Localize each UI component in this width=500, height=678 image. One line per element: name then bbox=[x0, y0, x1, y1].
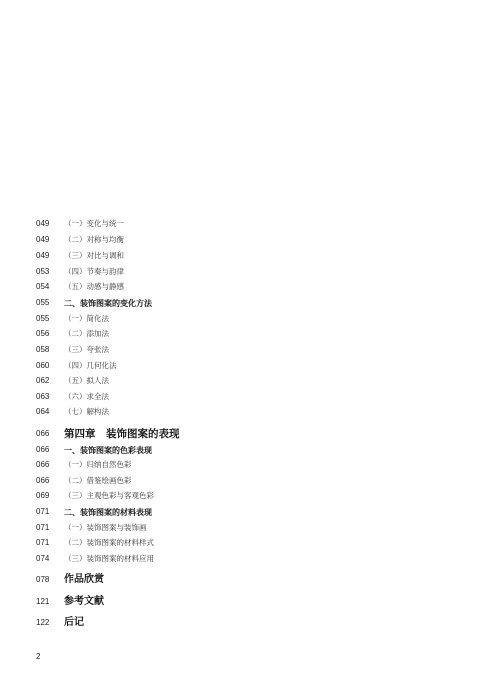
toc-entry bbox=[0, 358, 500, 374]
toc-section-entry bbox=[0, 295, 500, 311]
toc-page-number: 071 bbox=[36, 523, 50, 532]
page-number: 2 bbox=[36, 652, 41, 661]
toc-title: （二）添加法 bbox=[64, 329, 109, 338]
toc-backmatter-title: 作品欣赏 bbox=[64, 574, 104, 585]
toc-backmatter-title: 参考文献 bbox=[64, 596, 104, 607]
toc-page-number: 066 bbox=[36, 476, 50, 485]
toc-entry bbox=[0, 279, 500, 295]
toc-page-number: 060 bbox=[36, 361, 50, 370]
toc-title: （四）节奏与韵律 bbox=[64, 267, 124, 276]
toc-page-number: 066 bbox=[36, 460, 50, 469]
toc-section-entry bbox=[0, 504, 500, 520]
toc-page-number: 074 bbox=[36, 554, 50, 563]
toc-title: （一）简化法 bbox=[64, 314, 109, 323]
toc-page-number: 121 bbox=[36, 597, 50, 606]
toc-chapter-entry bbox=[0, 426, 500, 442]
toc-page-number: 062 bbox=[36, 376, 50, 385]
toc-title: （三）夸张法 bbox=[64, 345, 109, 354]
toc-page-number: 054 bbox=[36, 282, 50, 291]
toc-page-number: 055 bbox=[36, 314, 50, 323]
toc-title: （二）装饰图案的材料样式 bbox=[64, 538, 154, 547]
toc-page-number: 071 bbox=[36, 538, 50, 547]
toc-title: （二）对称与均衡 bbox=[64, 235, 124, 244]
toc-page-number: 066 bbox=[36, 445, 50, 454]
toc-page-number: 049 bbox=[36, 219, 50, 228]
toc-page-number: 078 bbox=[36, 575, 50, 584]
toc-chapter-title: 第四章 装饰图案的表现 bbox=[64, 428, 180, 440]
toc-page-number: 066 bbox=[36, 429, 50, 438]
toc-page-number: 058 bbox=[36, 345, 50, 354]
toc-title: （三）装饰图案的材料应用 bbox=[64, 554, 154, 563]
toc-page-number: 069 bbox=[36, 491, 50, 500]
toc-page-number: 049 bbox=[36, 251, 50, 260]
toc-page-number: 063 bbox=[36, 392, 50, 401]
toc-entry bbox=[0, 248, 500, 264]
toc-backmatter-entry bbox=[0, 594, 500, 610]
toc-entry bbox=[0, 389, 500, 405]
toc-section-title: 二、装饰图案的变化方法 bbox=[64, 298, 152, 308]
toc-entry bbox=[0, 520, 500, 536]
toc-title: （二）借鉴绘画色彩 bbox=[64, 476, 132, 485]
toc-backmatter-entry bbox=[0, 615, 500, 631]
toc-entry bbox=[0, 373, 500, 389]
toc-entry bbox=[0, 488, 500, 504]
toc-section-title: 一、装饰图案的色彩表现 bbox=[64, 445, 152, 455]
toc-title: （三）主观色彩与客观色彩 bbox=[64, 491, 154, 500]
toc-entry bbox=[0, 457, 500, 473]
toc-entry bbox=[0, 326, 500, 342]
toc-title: （一）归纳自然色彩 bbox=[64, 460, 132, 469]
toc-entry bbox=[0, 232, 500, 248]
toc-title: （三）对比与调和 bbox=[64, 251, 124, 260]
toc-entry bbox=[0, 264, 500, 280]
toc-page-number: 064 bbox=[36, 407, 50, 416]
toc-title: （六）求全法 bbox=[64, 392, 109, 401]
toc-title: （七）解构法 bbox=[64, 407, 109, 416]
toc-entry bbox=[0, 473, 500, 489]
toc-title: （一）变化与统一 bbox=[64, 219, 124, 228]
toc-entry bbox=[0, 342, 500, 358]
toc-title: （一）装饰图案与装饰画 bbox=[64, 523, 147, 532]
toc-title: （四）几何化法 bbox=[64, 361, 117, 370]
toc-page-number: 055 bbox=[36, 298, 50, 307]
toc-page-number: 056 bbox=[36, 329, 50, 338]
toc-page-number: 122 bbox=[36, 618, 50, 627]
toc-page-number: 049 bbox=[36, 235, 50, 244]
toc-backmatter-entry bbox=[0, 572, 500, 588]
toc-entry bbox=[0, 535, 500, 551]
toc-section-title: 二、装饰图案的材料表现 bbox=[64, 507, 152, 517]
toc-entry bbox=[0, 311, 500, 327]
toc-page-number: 071 bbox=[36, 507, 50, 516]
toc-page-number: 053 bbox=[36, 267, 50, 276]
toc-section-entry bbox=[0, 442, 500, 458]
toc-entry bbox=[0, 404, 500, 420]
toc-entry bbox=[0, 551, 500, 567]
toc-entry bbox=[0, 216, 500, 232]
toc-title: （五）拟人法 bbox=[64, 376, 109, 385]
toc-title: （五）动感与静感 bbox=[64, 282, 124, 291]
toc-backmatter-title: 后记 bbox=[64, 617, 84, 628]
